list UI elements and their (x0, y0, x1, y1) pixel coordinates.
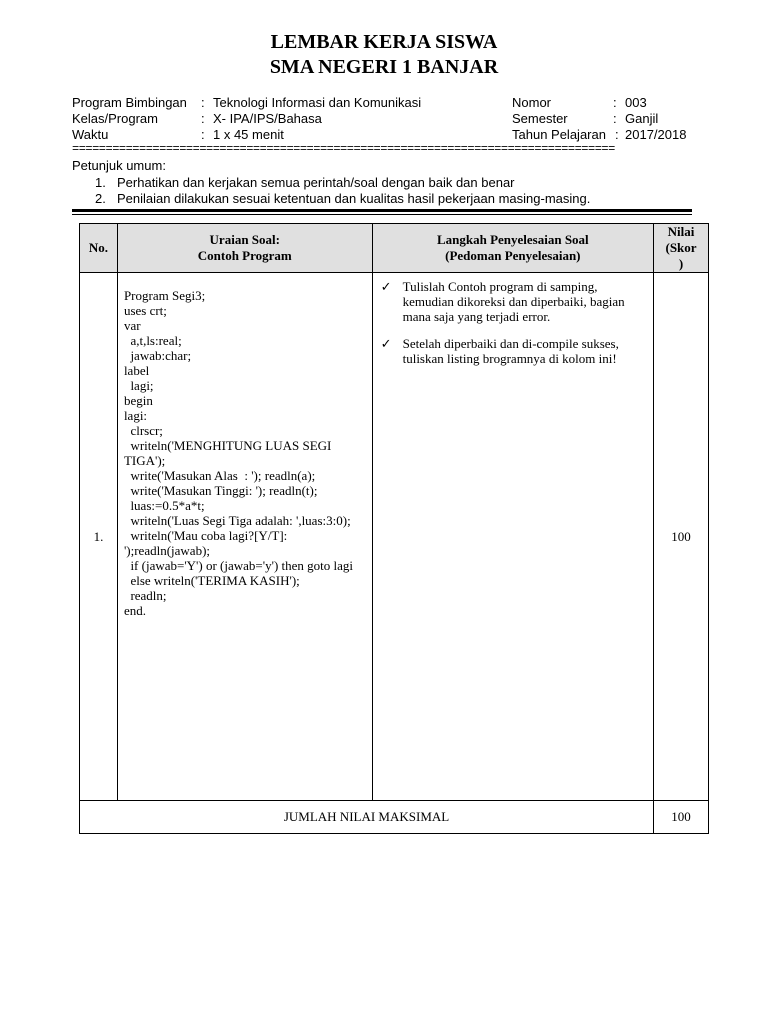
instruction-text: Perhatikan dan kerjakan semua perintah/soal dengan baik dan benar (117, 175, 515, 190)
total-row (80, 801, 709, 834)
header-langkah-line1: Langkah Penyelesaian Soal (436, 232, 589, 247)
program-code: Program Segi3; uses crt; var a,t,ls:real; jawab:char; label lagi; begin lagi: clrscr; writeln('MENGHITUNG LUAS SEGI TIGA'); write('Masukan Alas : '); readln(a); write('Masukan Tinggi: '); readln(t); luas:=0.5*a*t; writeln('Luas Segi Tiga adalah: ',luas:3:0); writeln('Mau coba lagi?[Y/T]: ');readln(jawab); if (jawab='Y') or (jawab='y') then goto lagi else writeln('TERIMA KASIH'); readln; end. (123, 288, 354, 618)
info-label-kelas: Kelas/Program (72, 111, 158, 126)
table-header-row (80, 224, 709, 273)
info-value-waktu: 1 x 45 menit (213, 127, 284, 142)
header-nilai-line1: Nilai (667, 224, 695, 239)
info-colon: : (201, 95, 205, 110)
header-nilai (654, 224, 709, 273)
total-label: JUMLAH NILAI MAKSIMAL (80, 801, 654, 834)
header-nilai-line2: (Skor (665, 240, 697, 255)
check-icon: ✓ (380, 336, 392, 351)
info-value-tahun: 2017/2018 (625, 127, 687, 142)
info-label-semester: Semester (512, 111, 568, 126)
table-row (80, 273, 709, 801)
info-colon: : (201, 111, 205, 126)
header-uraian-line1: Uraian Soal: (209, 232, 280, 247)
total-value: 100 (654, 801, 709, 834)
info-label-waktu: Waktu (72, 127, 109, 142)
info-value-program: Teknologi Informasi dan Komunikasi (213, 95, 422, 110)
header-uraian (117, 224, 372, 273)
info-colon: : (615, 127, 619, 142)
instruction-item (95, 175, 515, 190)
info-colon: : (613, 95, 617, 110)
header-nilai-line3: ) (678, 256, 684, 271)
step-text: Tulislah Contoh program di samping, kemudian dikoreksi dan diperbaiki, bagian mana saja yang terjadi error. (402, 279, 625, 324)
row-number: 1. (80, 273, 118, 801)
info-label-nomor: Nomor (512, 95, 552, 110)
header-langkah (372, 224, 653, 273)
separator-line: ================================================================================= (72, 142, 615, 156)
divider-thick (72, 209, 692, 212)
check-icon: ✓ (380, 279, 392, 294)
school-name: SMA NEGERI 1 BANJAR (269, 56, 499, 78)
instruction-number: 1. (95, 175, 106, 190)
code-cell (117, 273, 372, 801)
header-langkah-line2: (Pedoman Penyelesaian) (445, 248, 581, 263)
step-text: Setelah diperbaiki dan di-compile sukses, tuliskan listing brogramnya di kolom ini! (402, 336, 619, 366)
info-value-kelas: X- IPA/IPS/Bahasa (213, 111, 322, 126)
divider-thin (72, 214, 692, 215)
info-colon: : (201, 127, 205, 142)
step-item (381, 336, 645, 366)
info-label-program: Program Bimbingan (72, 95, 187, 110)
worksheet-title: LEMBAR KERJA SISWA (270, 31, 498, 53)
instructions-heading: Petunjuk umum: (72, 158, 166, 173)
instruction-text: Penilaian dilakukan sesuai ketentuan dan kualitas hasil pekerjaan masing-masing. (117, 191, 591, 206)
step-item (381, 279, 645, 324)
worksheet-table (79, 223, 709, 834)
info-label-tahun: Tahun Pelajaran (512, 127, 606, 142)
info-value-semester: Ganjil (625, 111, 659, 126)
steps-cell (372, 273, 653, 801)
row-score: 100 (654, 273, 709, 801)
info-colon: : (613, 111, 617, 126)
header-no: No. (80, 224, 118, 273)
instruction-item (95, 191, 590, 206)
info-value-nomor: 003 (625, 95, 647, 110)
instruction-number: 2. (95, 191, 106, 206)
header-uraian-line2: Contoh Program (197, 248, 292, 263)
